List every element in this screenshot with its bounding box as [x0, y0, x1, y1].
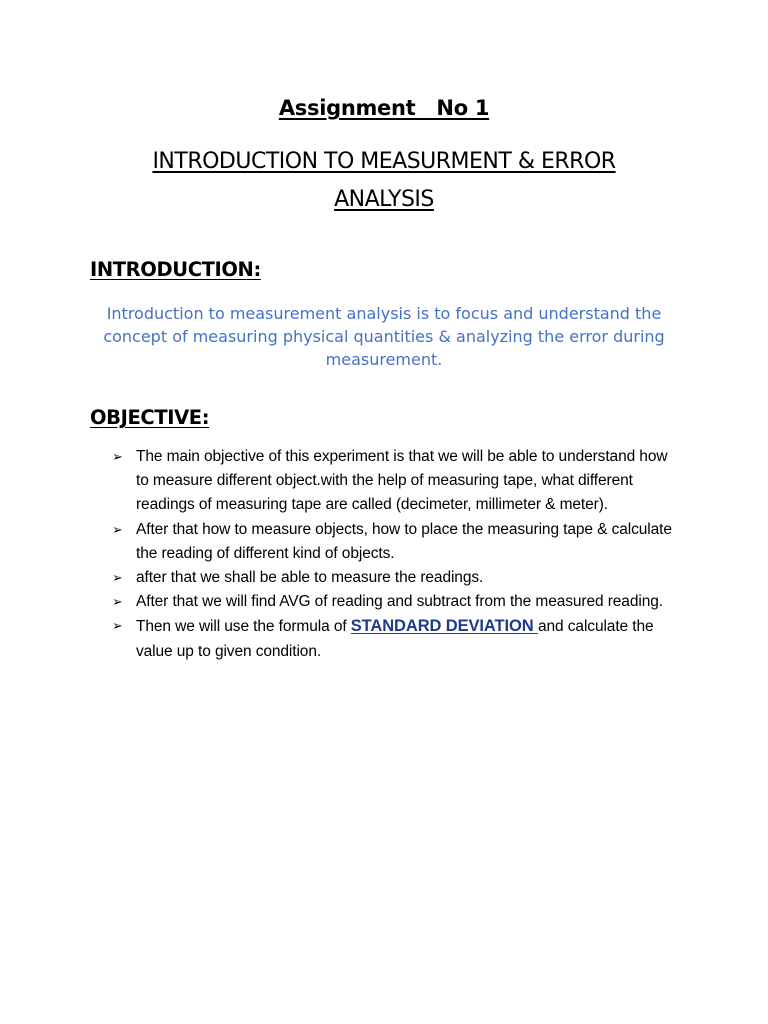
list-item-text: After that we will find AVG of reading and subtract from the measured reading. — [136, 593, 663, 611]
objective-heading: OBJECTIVE: — [90, 406, 210, 429]
list-item-text: After that how to measure objects, how to place the measuring tape & calculate the reading of different kind of objects. — [136, 520, 672, 562]
introduction-text: Introduction to measurement analysis is to focus and understand the concept of measuring physical quantities & analyzing the error during measurement. — [103, 304, 665, 369]
list-item — [112, 614, 682, 663]
list-item-text-after: and calculate the value up to given condition. — [136, 618, 654, 660]
list-item — [112, 445, 682, 518]
list-item-text: The main objective of this experiment is that we will be able to understand how to measure different object.with the help of measuring tape, what different readings of measuring tape are called (decimeter, millimeter & meter). — [136, 448, 668, 514]
arrowhead-bullet-icon: ➢ — [112, 570, 123, 586]
arrowhead-bullet-icon: ➢ — [112, 521, 123, 537]
assignment-title: Assignment No 1 — [278, 96, 490, 120]
arrowhead-bullet-icon: ➢ — [112, 594, 123, 610]
arrowhead-bullet-icon: ➢ — [112, 449, 123, 464]
main-title: INTRODUCTION TO MEASURMENT & ERROR ANALYSIS — [152, 149, 616, 212]
arrowhead-bullet-icon: ➢ — [112, 618, 123, 634]
list-item — [112, 590, 682, 614]
objective-list — [112, 445, 682, 664]
standard-deviation-link[interactable]: STANDARD DEVIATION — [350, 617, 539, 636]
list-item — [112, 518, 682, 566]
introduction-heading: INTRODUCTION: — [90, 258, 261, 281]
list-item — [112, 566, 682, 590]
list-item-text: after that we shall be able to measure the readings. — [136, 569, 484, 587]
list-item-text-before: Then we will use the formula of — [136, 618, 351, 636]
